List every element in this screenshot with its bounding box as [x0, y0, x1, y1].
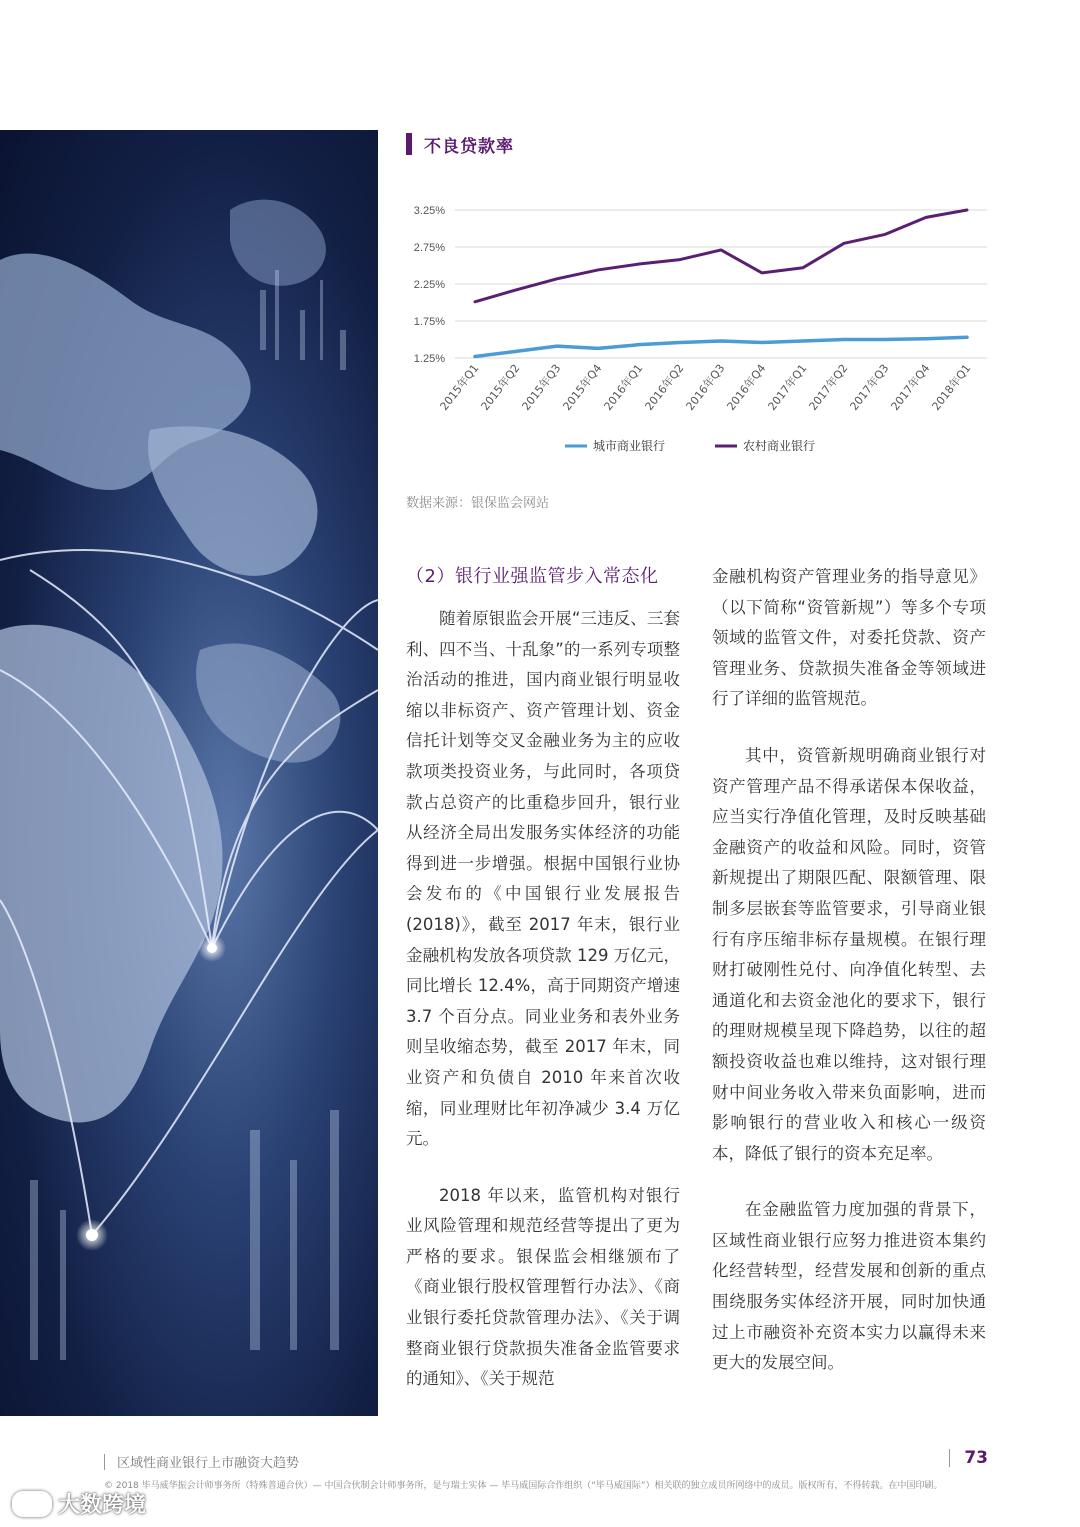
x-tick-label: 2015年Q3	[519, 361, 564, 413]
legend-label: 农村商业银行	[743, 439, 816, 453]
footer-divider	[949, 1449, 950, 1467]
footer-divider	[104, 1454, 105, 1470]
x-tick-label: 2016年Q4	[724, 361, 769, 413]
hero-image	[0, 130, 378, 1416]
x-tick-label: 2017年Q3	[847, 361, 892, 413]
y-tick-label: 2.25%	[413, 279, 445, 291]
chart-header	[406, 132, 514, 156]
watermark-logo-icon	[12, 1491, 52, 1517]
y-tick-label: 3.25%	[413, 205, 445, 217]
x-tick-label: 2017年Q2	[806, 361, 851, 413]
paragraph: 在金融监管力度加强的背景下，区域性商业银行应努力推进资本集约化经营转型，经营发展和创新的重点围绕服务实体经济开展，同时加快通过上市融资补充资本实力以赢得未来更大的发展空间。	[712, 1200, 986, 1373]
series-line	[475, 337, 967, 356]
series-line	[475, 210, 967, 302]
page-number-block	[949, 1448, 988, 1468]
chart-title: 不良贷款率	[424, 136, 514, 157]
world-network-illustration	[0, 130, 378, 1416]
chart-header-accent-bar	[406, 133, 412, 155]
running-footer	[104, 1452, 299, 1471]
x-tick-label: 2015年Q4	[560, 361, 605, 413]
page-number: 73	[964, 1448, 988, 1468]
data-source-note: 数据来源：银保监会网站	[406, 496, 550, 511]
x-tick-label: 2015年Q2	[478, 361, 523, 413]
x-tick-label: 2016年Q2	[642, 361, 687, 413]
x-tick-label: 2018年Q1	[929, 361, 974, 413]
npl-line-chart	[390, 190, 1000, 460]
paragraph: 2018 年以来，监管机构对银行业风险管理和规范经营等提出了更为严格的要求。银保监会相继颁布了《商业银行股权管理暂行办法》、《商业银行委托贷款管理办法》、《关于调整商业银行贷款损失准备金监管要求的通知》、《关于规范	[406, 1185, 680, 1389]
paragraph-continuation: 金融机构资产管理业务的指导意见》（以下简称“资管新规”）等多个专项领域的监管文件，对委托贷款、资产管理业务、贷款损失准备金等领域进行了详细的监管规范。	[712, 567, 986, 709]
watermark	[12, 1488, 146, 1519]
x-tick-label: 2017年Q4	[888, 361, 933, 413]
x-tick-label: 2015年Q1	[437, 361, 482, 413]
y-tick-label: 2.75%	[413, 242, 445, 254]
x-tick-label: 2017年Q1	[765, 361, 810, 413]
y-tick-label: 1.25%	[413, 353, 445, 365]
x-tick-label: 2016年Q1	[601, 361, 646, 413]
x-tick-label: 2016年Q3	[683, 361, 728, 413]
paragraph: 随着原银监会开展“三违反、三套利、四不当、十乱象”的一系列专项整治活动的推进，国内商业银行明显收缩以非标资产、资产管理计划、资金信托计划等交叉金融业务为主的应收款项类投资业务，与此同时，各项贷款占总资产的比重稳步回升，银行业从经济全局出发服务实体经济的功能得到进一步增强。根据中国银行业协会发布的《中国银行业发展报告 (2018)》，截至 2017 年末，银行业金融机构发放各项贷款 129 万亿元，同比增长 12.4%，高于同期资产增速 3.7 个百分点。同业业务和表外业务则呈收缩态势，截至 2017 年末，同业资产和负债自 2010 年来首次收缩，同业理财比年初净减少 3.4 万亿元。	[406, 609, 680, 1149]
legend-label: 城市商业银行	[593, 439, 666, 453]
section-heading: （2）银行业强监管步入常态化	[406, 566, 659, 587]
watermark-text: 大数跨境	[58, 1493, 147, 1518]
text-column-left	[406, 562, 680, 1395]
copyright-notice: © 2018 毕马威华振会计师事务所（特殊普通合伙）— 中国合伙制会计师事务所，是与瑞士实体 — 毕马威国际合作组织（“毕马威国际”）相关联的独立成员所网络中的成员。版权所有，不得转载。在中国印刷。	[104, 1481, 943, 1491]
text-column-right	[712, 562, 986, 1379]
paragraph: 其中，资管新规明确商业银行对资产管理产品不得承诺保本保收益，应当实行净值化管理，及时反映基础金融资产的收益和风险。同时，资管新规提出了期限匹配、限额管理、限制多层嵌套等监管要求，引导商业银行有序压缩非标存量规模。在银行理财打破刚性兑付、向净值化转型、去通道化和去资金池化的要求下，银行的理财规模呈现下降趋势，以往的超额投资收益也难以维持，这对银行理财中间业务收入带来负面影响，进而影响银行的营业收入和核心一级资本，降低了银行的资本充足率。	[712, 745, 986, 1163]
y-tick-label: 1.75%	[413, 316, 445, 328]
running-title: 区域性商业银行上市融资大趋势	[117, 1456, 300, 1471]
